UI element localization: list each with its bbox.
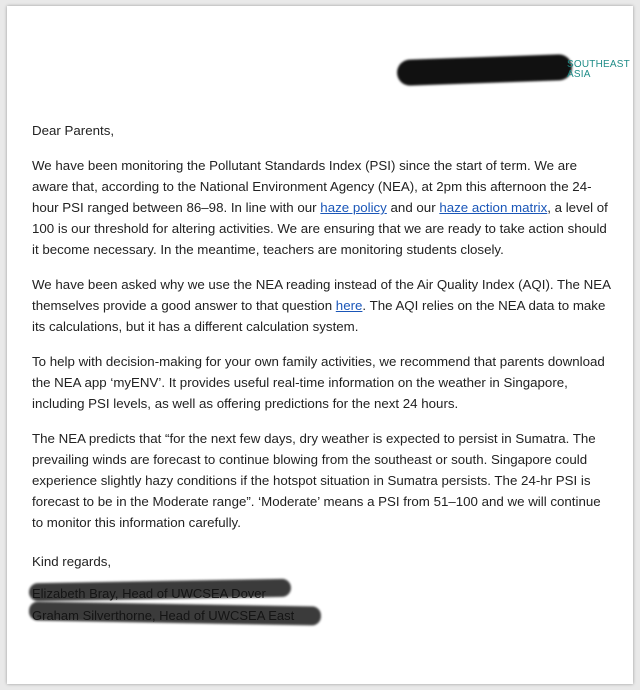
school-logo [397,52,630,86]
p1-text-before: We have been monitoring the Pollutant Standards Index (PSI) since the start of term. We are aware that, according to the National Environment Agency (NEA), at 2pm this afternoon the 24-hour PSI ranged between 86–98. In line with our [32,158,592,215]
letter-body [32,120,612,547]
logo-redaction [397,54,573,86]
logo-line-1: SOUTHEAST [567,59,630,70]
haze-action-matrix-link[interactable]: haze action matrix [439,200,548,215]
letter-page [7,6,633,684]
closing: Kind regards, [32,554,112,569]
haze-policy-link[interactable]: haze policy [320,200,387,215]
logo-text [567,60,630,80]
p2-text-before: We have been asked why we use the NEA reading instead of the Air Quality Index (AQI). The NEA themselves provide a good answer to that question [32,277,611,313]
p1-text-mid: and our [386,200,440,215]
paragraph-nea-vs-aqi [32,274,612,337]
paragraph-psi-monitoring [32,155,612,260]
p1-text-after: , a level of 100 is our threshold for altering activities. We are ensuring that we are ready to take action should it become necessary. In the meantime, teachers are monitoring students closely. [32,200,608,257]
paragraph-myenv-app: To help with decision-making for your own family activities, we recommend that parents download the NEA app ‘myENV’. It provides useful real-time information on the weather in Singapore, including PSI levels, as well as offering predictions for the next 24 hours. [32,354,605,411]
greeting: Dear Parents, [32,123,115,138]
paragraph-nea-forecast: The NEA predicts that “for the next few days, dry weather is expected to persist in Sumatra. The prevailing winds are forecast to continue blowing from the southeast or south. Singapore could experience slightly hazy conditions if the hotspot situation in Sumatra persists. The 24-hr PSI is forecast to be in the Moderate range”. ‘Moderate’ means a PSI from 51–100 and we will continue to monitor this information carefully. [32,431,601,530]
logo-line-2: ASIA [567,69,591,80]
p2-text-after: . The AQI relies on the NEA data to make its calculations, but it has a different calculation system. [32,298,606,334]
nea-answer-link[interactable]: here [335,298,363,313]
